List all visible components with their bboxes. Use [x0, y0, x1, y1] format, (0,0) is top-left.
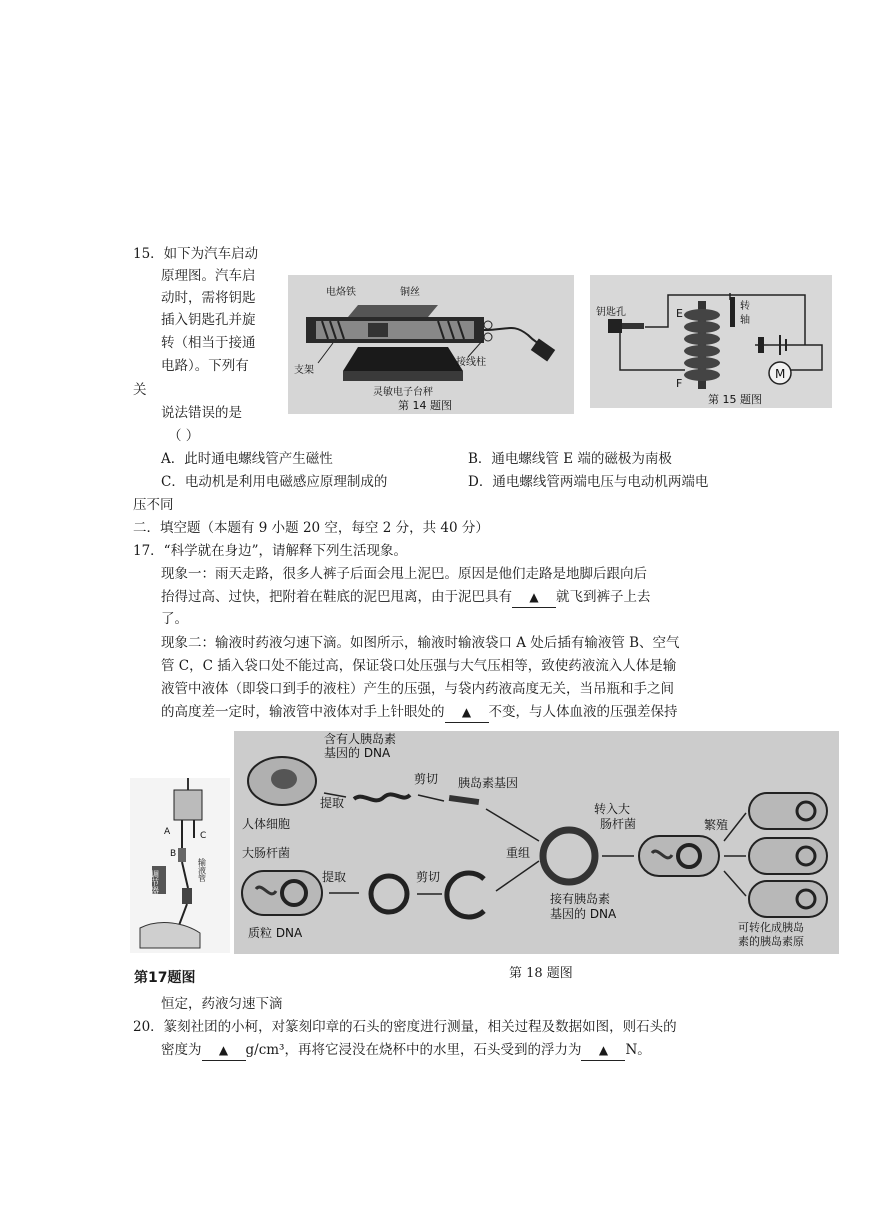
fig18-label-transfer2: 肠杆菌: [600, 817, 637, 831]
fig14-label-terminal: 接线柱: [456, 357, 486, 368]
fig18-label-result1: 可转化成胰岛: [738, 921, 804, 934]
q17-title: 17．“科学就在身边”，请解释下列生活现象。: [133, 543, 407, 559]
fig15-label-e: E: [676, 307, 683, 320]
fig18-label-dna-top2: 基因的 DNA: [324, 746, 391, 760]
q15-line-7: 说法错误的是: [161, 405, 242, 421]
fig17-label-tube: 输液管: [197, 858, 207, 882]
fig14-label-scale: 灵敏电子台秤: [373, 387, 433, 398]
q15-answer-paren: （ ）: [168, 428, 200, 444]
fig18-label-cut2: 剪切: [416, 870, 441, 884]
q17-blank-1[interactable]: [512, 587, 556, 608]
blank-marker: ▲: [529, 590, 539, 604]
q17-p1-line1: 现象一：雨天走路，很多人裤子后面会甩上泥巴。原因是他们走路是地脚后跟向后: [161, 566, 647, 582]
fig14-label-iron: 电烙铁: [326, 287, 356, 298]
q17-p1-line2-text: 抬得过高、过快，把附着在鞋底的泥巴甩离，由于泥巴具有: [161, 589, 512, 605]
q15-line-3: 动时，需将钥匙: [161, 290, 256, 306]
fig18-label-extract1: 提取: [320, 796, 345, 810]
q20-line2: [161, 1040, 651, 1061]
fig14-label-copper: 铜丝: [400, 287, 420, 298]
q17-p2-line1: 现象二：输液时药液匀速下滴。如图所示，输液时输液袋口 A 处后插有输液管 B、空气: [161, 635, 680, 651]
q20-unit-density: g/cm³，再将它浸没在烧杯中的水里，石头受到的浮力为: [245, 1042, 582, 1058]
q15-option-b: B．通电螺线管 E 端的磁极为南极: [468, 451, 672, 467]
blank-marker: ▲: [218, 1043, 229, 1057]
q20-blank-force[interactable]: [581, 1040, 625, 1061]
fig18-label-extract2: 提取: [322, 870, 347, 884]
fig14-caption: 第 14 题图: [398, 399, 452, 412]
fig17-caption: 第17题图: [134, 970, 196, 986]
fig17-label-a: A: [164, 827, 171, 837]
q20-line1: 20．篆刻社团的小柯，对篆刻印章的石头的密度进行测量，相关过程及数据如图，则石头的: [133, 1019, 677, 1035]
fig18-label-ecoli: 大肠杆菌: [242, 846, 291, 860]
fig17-label-b: B: [170, 849, 177, 859]
blank-marker: ▲: [461, 705, 472, 719]
fig18-label-cut1: 剪切: [414, 772, 439, 786]
q20-unit-force: N。: [625, 1042, 651, 1058]
q15-line-6: 电路）。下列有: [161, 358, 249, 374]
figure-14: [288, 275, 574, 414]
q15-line-2: 原理图。汽车启: [161, 268, 256, 284]
q17-p1-line2: [161, 587, 651, 608]
fig17-label-c: C: [200, 831, 207, 841]
fig18-label-human-cell: 人体细胞: [242, 817, 291, 831]
fig18-label-dna-top1: 含有人胰岛素: [324, 732, 397, 746]
fig15-motor-label: M: [775, 367, 786, 381]
fig18-caption: 第 18 题图: [509, 966, 573, 981]
q17-p2-line2: 管 C，C 插入袋口处不能过高，保证袋口处压强与大气压相等，致使药液流入人体是输: [161, 658, 677, 674]
q15-line-4: 插入钥匙孔并旋: [161, 312, 256, 328]
q17-p2-line4-tail: 不变，与人体血液的压强差保持: [488, 704, 678, 720]
fig18-label-recombine: 重组: [506, 846, 531, 860]
fig17-label-regulator: 调节器: [150, 870, 160, 894]
q15-guan: 关: [133, 382, 147, 398]
q17-p2-line4-text: 的高度差一定时，输液管中液体对手上针眼处的: [161, 704, 445, 720]
fig14-label-stand: 支架: [294, 365, 314, 376]
q20-line2-text: 密度为: [161, 1042, 202, 1058]
q17-p1-line2-tail: 就飞到裤子上去: [556, 589, 651, 605]
fig18-label-joined2: 基因的 DNA: [550, 907, 617, 921]
q15-option-a: A．此时通电螺线管产生磁性: [161, 451, 333, 467]
q15-line-5: 转（相当于接通: [161, 335, 256, 351]
q15-option-d: D．通电螺线管两端电压与电动机两端电: [468, 474, 709, 490]
figure-15: [590, 275, 832, 408]
fig15-label-axis1: 转: [740, 301, 750, 312]
blank-marker: ▲: [598, 1043, 609, 1057]
q17-p1-line3: 了。: [161, 611, 188, 627]
section-2-title: 二．填空题（本题有 9 小题 20 空，每空 2 分，共 40 分）: [133, 520, 489, 536]
fig18-label-result2: 素的胰岛素原: [738, 935, 804, 948]
figure-18: [234, 731, 839, 954]
fig18-label-joined1: 接有胰岛素: [550, 892, 611, 906]
q17-p2-line5: 恒定，药液匀速下滴: [161, 996, 283, 1012]
fig18-label-breed: 繁殖: [704, 818, 729, 832]
q15-option-c: C．电动机是利用电磁感应原理制成的: [161, 474, 388, 490]
fig18-label-plasmid: 质粒 DNA: [248, 926, 303, 940]
figure-17: [130, 778, 230, 953]
q17-blank-2[interactable]: [445, 702, 489, 723]
fig18-label-gene: 胰岛素基因: [458, 776, 519, 790]
q15-line-1: 15．如下为汽车启动: [133, 246, 259, 262]
q15-option-d-cont: 压不同: [133, 497, 174, 513]
fig15-caption: 第 15 题图: [708, 393, 762, 406]
fig15-label-key: 钥匙孔: [596, 307, 626, 318]
fig18-label-transfer1: 转入大: [594, 802, 631, 816]
fig15-label-f: F: [676, 377, 683, 390]
q20-blank-density[interactable]: [202, 1040, 246, 1061]
fig15-label-axis2: 轴: [740, 315, 750, 326]
q17-p2-line4: [161, 702, 678, 723]
q17-p2-line3: 液管中液体（即袋口到手的液柱）产生的压强，与袋内药液高度无关，当吊瓶和手之间: [161, 681, 674, 697]
